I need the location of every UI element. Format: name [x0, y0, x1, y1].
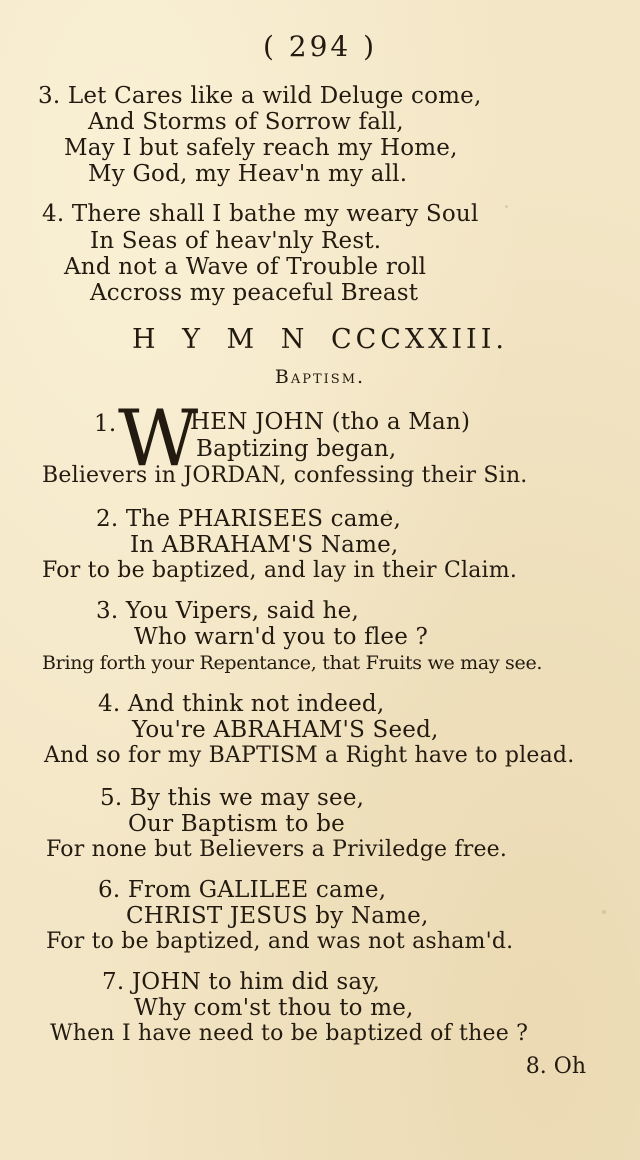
verse-line: May I but safely reach my Home, [64, 135, 458, 161]
paper-spot [505, 205, 508, 208]
verse-line: Believers in JORDAN, confessing their Sin. [42, 463, 528, 488]
verse-line: 3. Let Cares like a wild Deluge come, [38, 83, 482, 109]
paper-spot [386, 510, 389, 513]
verse-line: CHRIST JESUS by Name, [126, 903, 429, 929]
verse-line: 4. And think not indeed, [98, 691, 385, 717]
page-number: ( 294 ) [262, 30, 378, 63]
verse-number: 1. [94, 411, 117, 437]
verse-line: And so for my BAPTISM a Right have to plead. [44, 743, 575, 768]
verse-line: For to be baptized, and was not asham'd. [46, 929, 514, 954]
hymn-subject: Baptism. [274, 366, 366, 388]
verse-line: Who warn'd you to flee ? [134, 624, 429, 650]
verse-line: For to be baptized, and lay in their Claim. [42, 558, 518, 583]
verse-line: 2. The PHARISEES came, [96, 506, 402, 532]
verse-line: HEN JOHN (tho a Man) [190, 409, 471, 435]
verse-line: Baptizing began, [196, 436, 397, 462]
verse-line: You're ABRAHAM'S Seed, [132, 717, 439, 743]
verse-line: For none but Believers a Priviledge free. [46, 837, 508, 862]
verse-line: 3. You Vipers, said he, [96, 598, 359, 624]
paper-spot [602, 910, 606, 914]
verse-line: Bring forth your Repentance, that Fruits we may see. [42, 652, 543, 674]
verse-line: And Storms of Sorrow fall, [88, 109, 404, 135]
drop-cap: W [118, 394, 199, 484]
catchword: 8. Oh [525, 1054, 586, 1079]
verse-line: When I have need to be baptized of thee ? [50, 1021, 529, 1046]
verse-line: Accross my peaceful Breast [90, 280, 419, 306]
verse-line: 4. There shall I bathe my weary Soul [42, 201, 479, 227]
verse-line: My God, my Heav'n my all. [88, 161, 408, 187]
hymn-title: H Y M N CCCXXIII. [132, 324, 508, 355]
verse-line: Our Baptism to be [128, 811, 345, 837]
verse-line: 5. By this we may see, [100, 785, 365, 811]
verse-line: In Seas of heav'nly Rest. [90, 228, 382, 254]
verse-line: 7. JOHN to him did say, [102, 969, 380, 995]
verse-line: And not a Wave of Trouble roll [64, 254, 427, 280]
verse-line: Why com'st thou to me, [134, 995, 414, 1021]
verse-line: 6. From GALILEE came, [98, 877, 387, 903]
verse-line: In ABRAHAM'S Name, [130, 532, 399, 558]
